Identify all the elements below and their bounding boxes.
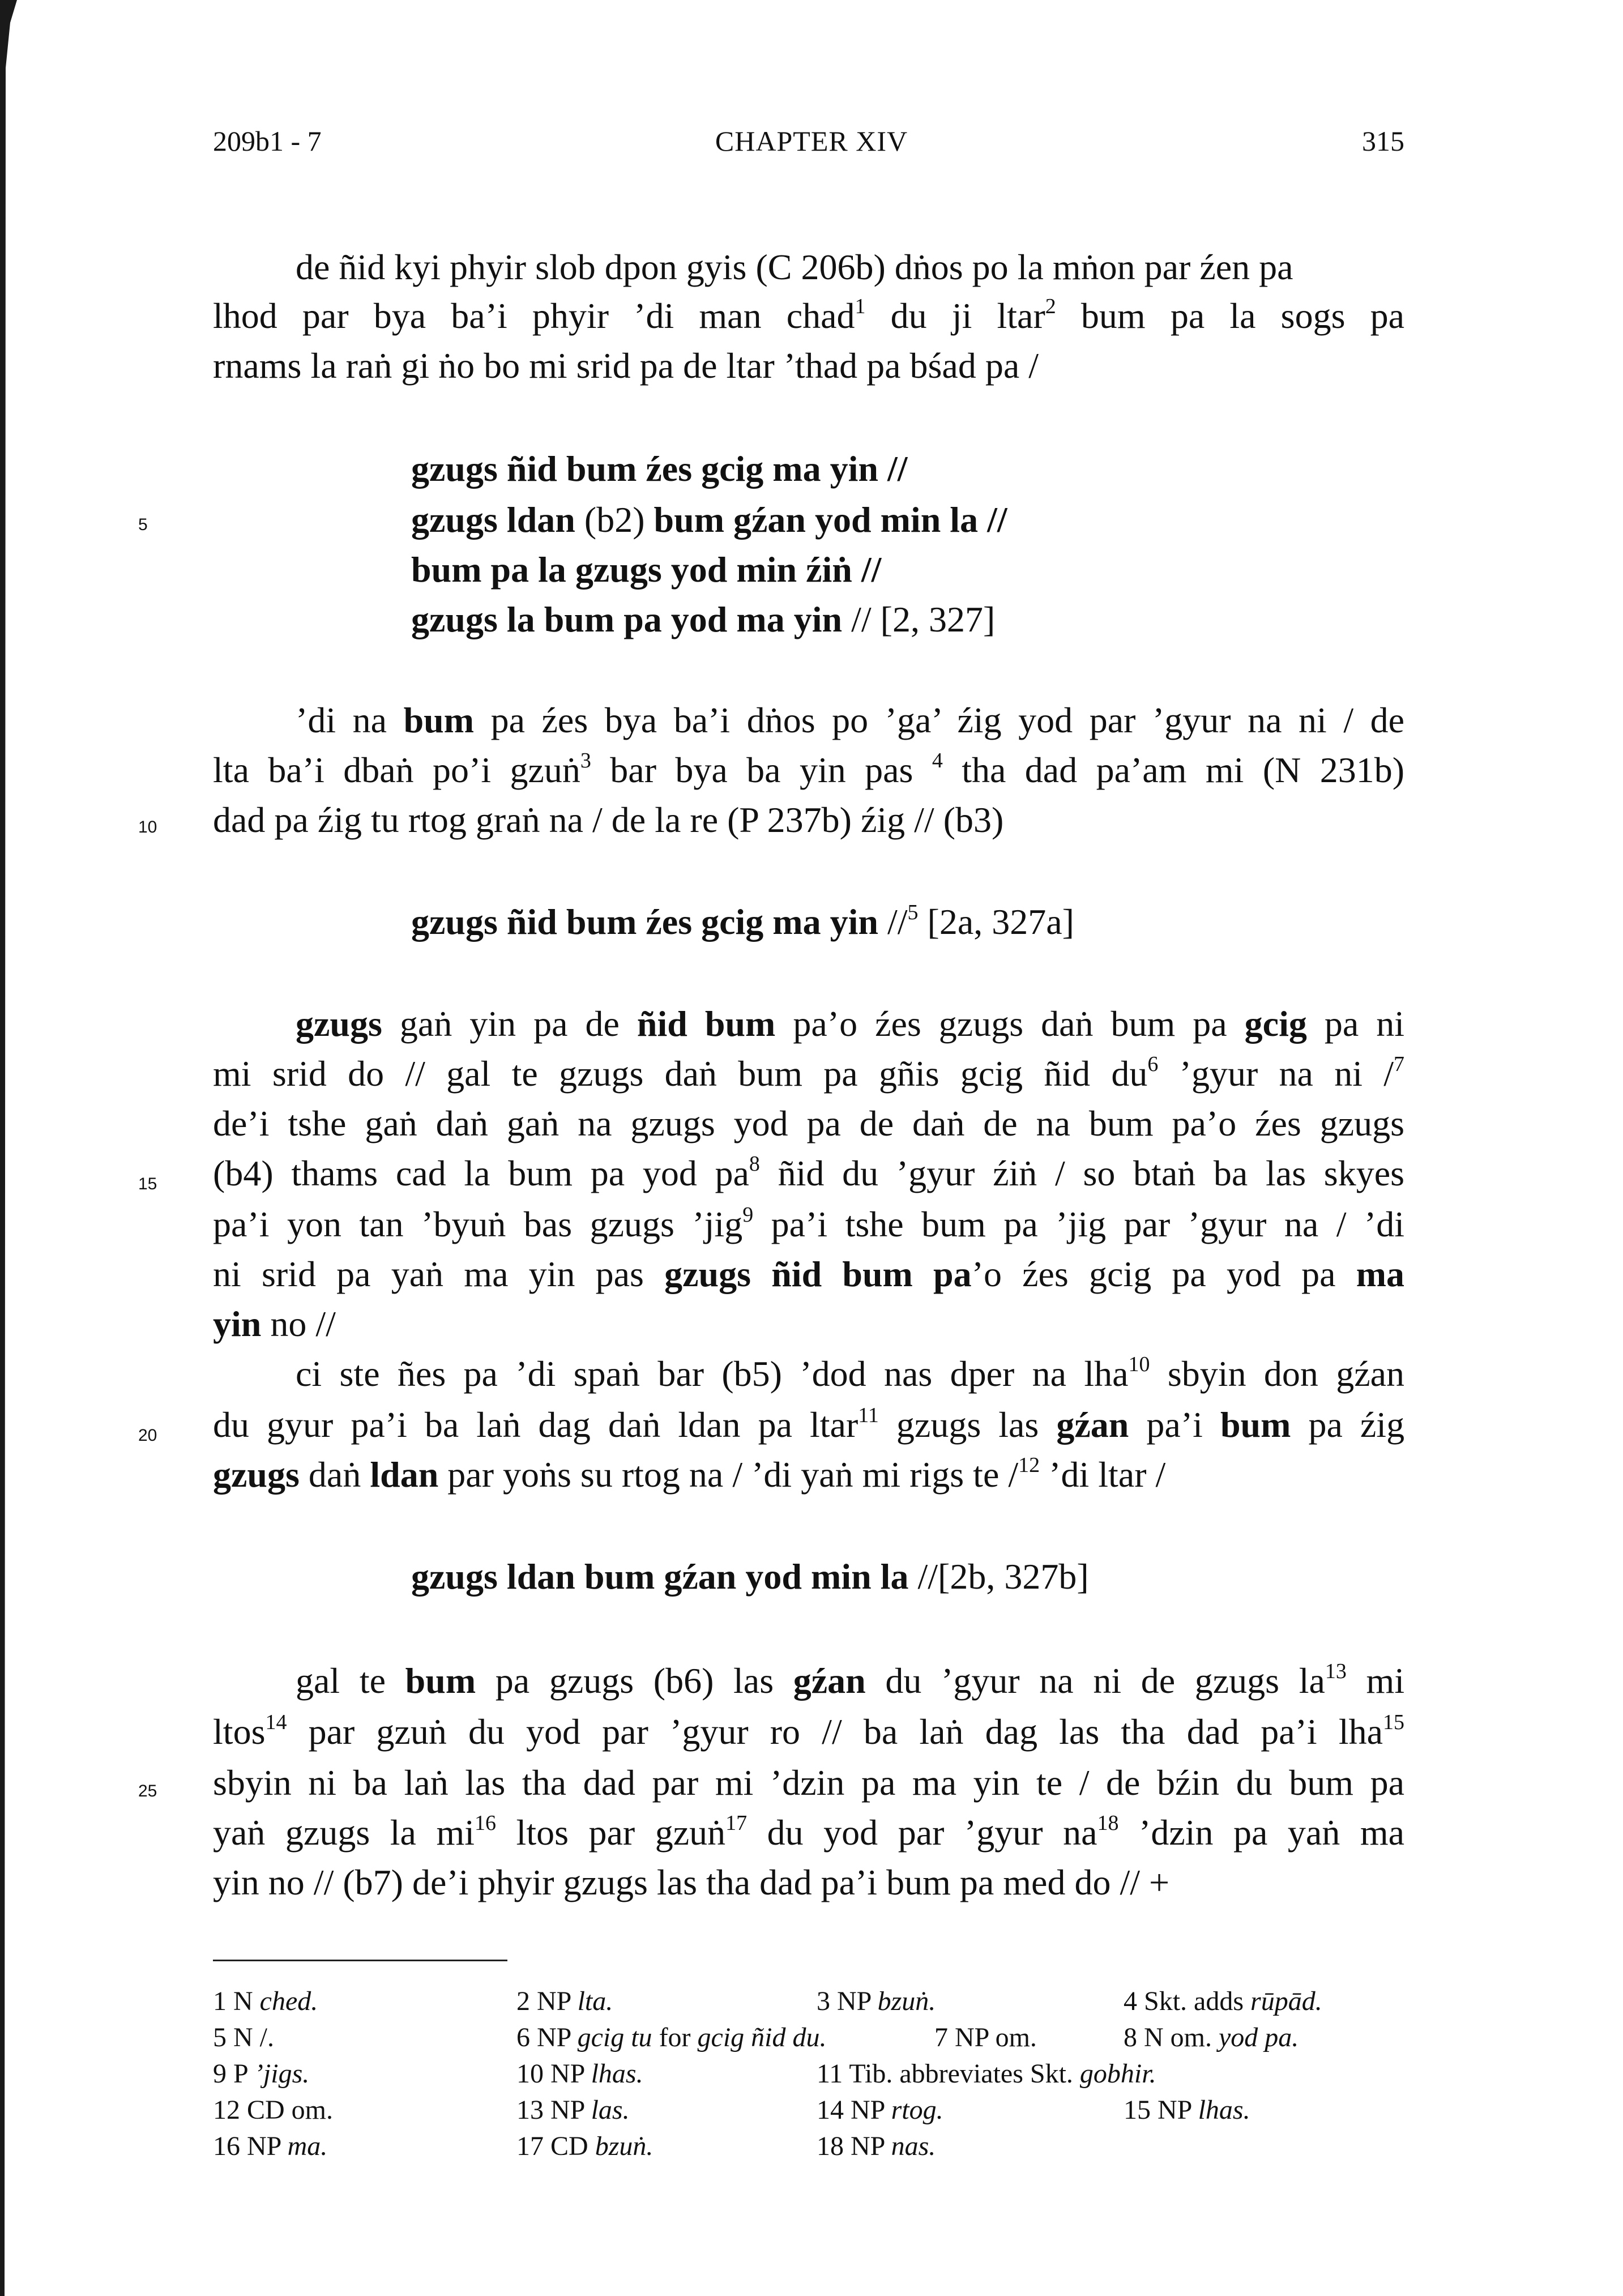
header-folio-ref: 209b1 - 7 (213, 125, 322, 157)
line-number: 25 (138, 1782, 157, 1800)
footnote: 4 Skt. adds rūpād. (1124, 1986, 1322, 2016)
footnote: 7 NP om. (934, 2022, 1037, 2052)
footnote: 18 NP nas. (817, 2131, 936, 2161)
footnote: 17 CD bzuṅ. (516, 2131, 654, 2161)
prose-line: ltos$^{14}$ par gzuṅ du yod par ’gyur ro // ba laṅ dag las tha dad pa’i lha$^{15}$ (213, 1710, 1405, 1752)
verse-line: gzugs ldan (b2) bum gźan yod min la // (411, 500, 1007, 540)
header-page-number: 315 (1362, 125, 1404, 157)
prose-line: yaṅ gzugs la $mi^{16}$ ltos par gzuṅ$^{17}$ du yod par ’gyur $na^{18}$ ’dzin pa yaṅ ma (213, 1811, 1405, 1853)
prose-line: sbyin ni ba laṅ las tha dad par mi ’dzin pa ma yin te / de bźin du bum pa (213, 1762, 1404, 1803)
prose-line: rnams la raṅ gi ṅo bo mi srid pa de ltar ’thad pa bśad pa / (213, 345, 1039, 386)
footnote-rule (213, 1960, 507, 1961)
footnote: 13 NP las. (516, 2095, 630, 2125)
footnote: 2 NP lta. (516, 1986, 613, 2016)
footnote: 10 NP lhas. (516, 2059, 643, 2089)
footnote: 5 N /. (213, 2022, 274, 2052)
prose-line: gzugs gaṅ yin pa de ñid bum pa’o źes gzugs daṅ bum pa gcig pa ni (296, 1004, 1405, 1044)
binding-spine-shadow (0, 0, 17, 2296)
prose-line: du gyur pa’i ba laṅ dag daṅ ldan pa ltar$^{11}$ gzugs las gźan pa’i bum pa źig (213, 1403, 1405, 1445)
line-number: 20 (138, 1426, 157, 1445)
footnote: 16 NP ma. (213, 2131, 328, 2161)
prose-line: yin no // (213, 1304, 336, 1344)
prose-line: de ñid kyi phyir slob dpon gyis (C 206b) dṅos po la mṅon par źen pa (296, 247, 1293, 287)
footnote: 8 N om. yod pa. (1124, 2022, 1299, 2052)
footnote: 9 P ’jigs. (213, 2059, 310, 2089)
footnote: 6 NP gcig tu for gcig ñid du. (516, 2022, 827, 2052)
lemma-line: gzugs ñid bum źes gcig ma yin //$^5$ [2a, 327a] (411, 901, 1074, 942)
prose-line: lta ba’i dbaṅ po’i gzuṅ$^3$ bar bya ba yin pas $^4$ tha dad pa’am mi (N 231b) (213, 749, 1405, 790)
prose-line: gzugs daṅ ldan par yoṅs su rtog na / ’di yaṅ mi rigs te /$^{12}$ ’di ltar / (213, 1453, 1166, 1495)
lemma-line: gzugs ldan bum gźan yod min la //[2b, 327b] (411, 1556, 1089, 1597)
prose-line: yin no // (b7) de’i phyir gzugs las tha dad pa’i bum pa med do // + (213, 1862, 1170, 1902)
prose-line: lhod par bya ba’i phyir ’di man chad$^1$ du ji ltar$^2$ bum pa la sogs pa (213, 295, 1405, 336)
prose-line: pa’i yon tan ’byuṅ bas gzugs ’jig$^9$ pa’i tshe bum pa ’jig par ’gyur na / ’di (213, 1203, 1405, 1244)
verse-line: gzugs la bum pa yod ma yin // [2, 327] (411, 599, 996, 639)
prose-line: ci ste ñes pa ’di spaṅ bar (b5) ’dod nas dper na lha$^{10}$ sbyin don gźan (296, 1352, 1405, 1394)
prose-line: (b4) thams cad la bum pa yod $pa^8$ ñid du ’gyur źiṅ / so btaṅ ba las skyes (213, 1152, 1405, 1193)
verse-line: bum pa la gzugs yod min źiṅ // (411, 549, 882, 590)
header-chapter-title: CHAPTER XIV (715, 125, 908, 157)
footnote: 12 CD om. (213, 2095, 334, 2125)
prose-line: dad pa źig tu rtog graṅ na / de la re (P 237b) źig // (b3) (213, 800, 1004, 840)
prose-line: gal te bum pa gzugs (b6) las gźan du ’gyur na ni de gzugs $la^{13}$ mi (296, 1659, 1405, 1701)
prose-line: ni srid pa yaṅ ma yin pas gzugs ñid bum pa’o źes gcig pa yod pa ma (213, 1254, 1405, 1294)
line-number: 10 (138, 818, 157, 837)
footnote: 15 NP lhas. (1124, 2095, 1250, 2125)
line-number: 15 (138, 1175, 157, 1193)
verse-line: gzugs ñid bum źes gcig ma yin // (411, 449, 908, 489)
line-number: 5 (138, 515, 148, 534)
footnote: 1 N ched. (213, 1986, 318, 2016)
footnote: 14 NP rtog. (817, 2095, 943, 2125)
footnote: 3 NP bzuṅ. (817, 1986, 936, 2016)
footnote: 11 Tib. abbreviates Skt. gobhir. (817, 2059, 1156, 2089)
prose-line: de’i tshe gaṅ daṅ gaṅ na gzugs yod pa de daṅ de na bum pa’o źes gzugs (213, 1103, 1404, 1143)
prose-line: ’di na bum pa źes bya ba’i dṅos po ’ga’ źig yod par ’gyur na ni / de (296, 700, 1405, 740)
prose-line: mi srid do // gal te gzugs daṅ bum pa gñis gcig ñid $du^6$ ’gyur na ni /$^7$ (213, 1052, 1405, 1094)
